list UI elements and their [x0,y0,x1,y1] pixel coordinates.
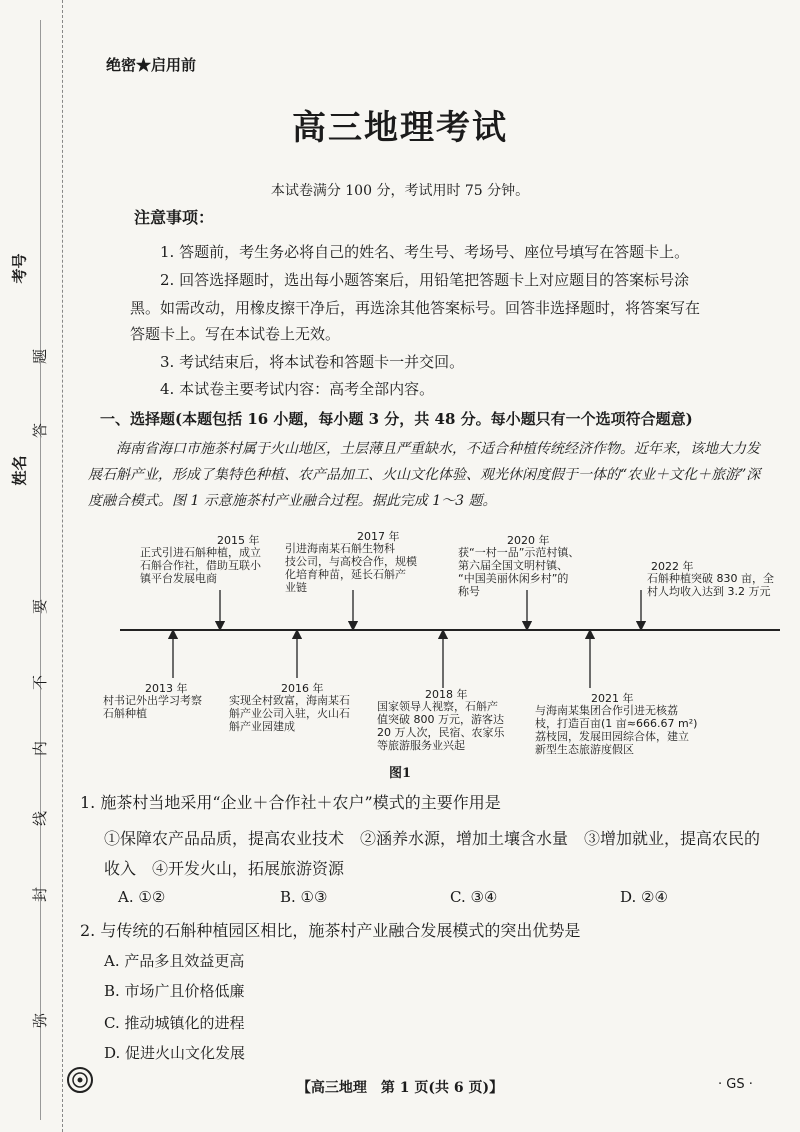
note-item: 4. 本试卷主要考试内容：高考全部内容。 [160,380,435,398]
event-year: 2017 年 [357,530,400,543]
event-text: 与海南某集团合作引进无核荔 枝，打造百亩(1 亩≈666.67 m²) 荔枝园，发展田园综合体，建立 新型生态旅游度假区 [535,704,698,756]
option-c[interactable]: C. 推动城镇化的进程 [104,1014,245,1032]
note-item: 1. 答题前，考生务必将自己的姓名、考生号、考场号、座位号填写在答题卡上。 [160,243,690,261]
seal-char: 弥 [31,1012,50,1029]
question-1-statements: ①保障农产品品质，提高农业技术 ②涵养水源，增加土壤含水量 ③增加就业，提高农民的 [104,829,761,848]
event-text: 获“一村一品”示范村镇、 第六届全国文明村镇、 “中国美丽休闲乡村”的 称号 [458,546,580,598]
section-heading: 一、选择题(本题包括 16 小题，每小题 3 分，共 48 分。每小题只有一个选项符合题意) [100,410,693,428]
seal-char: 不 [31,674,50,691]
option-a[interactable]: A. ①② [118,888,166,906]
event-text: 引进海南某石斛生物科 技公司，与高校合作，规模 化培育种苗，延长石斛产 业链 [285,542,417,594]
event-text: 实现全村致富，海南某石 斛产业公司入驻，火山石 斛产业园建成 [229,694,350,733]
option-d[interactable]: D. 促进火山文化发展 [104,1044,246,1062]
event-text: 村书记外出学习考察 石斛种植 [103,694,202,720]
seal-char: 线 [31,810,50,827]
seal-char: 要 [31,598,50,615]
binding-margin [0,0,63,1132]
event-text: 国家领导人视察，石斛产 值突破 800 万元，游客达 20 万人次，民宿、农家乐 等旅游服务业兴起 [377,700,505,752]
notes-heading: 注意事项： [134,208,215,227]
note-item: 答题卡上。写在本试卷上无效。 [130,325,341,343]
name-label: 姓名 [10,455,29,486]
option-b[interactable]: B. 市场广且价格低廉 [104,982,245,1000]
footer-code: · GS · [718,1077,753,1092]
question-2-stem: 2. 与传统的石斛种植园区相比，施茶村产业融合发展模式的突出优势是 [80,921,581,940]
event-year: 2021 年 [591,692,634,705]
event-text: 石斛种植突破 830 亩，全 村人均收入达到 3.2 万元 [647,572,774,598]
event-year: 2013 年 [145,682,188,695]
question-1-stem: 1. 施茶村当地采用“企业＋合作社＋农户”模式的主要作用是 [80,793,501,812]
exam-info: 本试卷满分 100 分，考试用时 75 分钟。 [270,183,530,199]
seal-char: 答 [31,422,50,439]
timeline-figure [95,528,785,760]
seal-char: 题 [31,348,50,365]
page-title: 高三地理考试 [292,108,508,148]
question-1-statements-cont: 收入 ④开发火山，拓展旅游资源 [104,859,345,878]
page-footer: 【高三地理 第 1 页(共 6 页)】 [296,1080,504,1096]
seal-char: 内 [31,740,50,757]
option-c[interactable]: C. ③④ [450,888,498,906]
figure-caption: 图1 [388,766,412,781]
passage-intro: 海南省海口市施茶村属于火山地区，土层薄且严重缺水，不适合种植传统经济作物。近年来，该地大力发展石斛产业，形成了集特色种植、农产品加工、火山文化体验、观光休闲度假于一体的“农业＋文化＋旅游”深度融合模式。图 1 示意施茶村产业融合过程。据此完成 1～3 题。 [88,441,761,509]
event-year: 2022 年 [651,560,694,573]
note-item: 黑。如需改动，用橡皮擦干净后，再选涂其他答案标号。回答非选择题时，将答案写在 [130,299,701,317]
event-year: 2015 年 [217,534,260,547]
option-b[interactable]: B. ①③ [280,888,328,906]
event-year: 2016 年 [281,682,324,695]
seal-char: 封 [31,886,50,903]
confidential-mark: 绝密★启用前 [106,56,197,74]
option-a[interactable]: A. 产品多且效益更高 [104,952,245,970]
exam-number-label: 考号 [10,253,29,284]
event-year: 2020 年 [507,534,550,547]
event-year: 2018 年 [425,688,468,701]
note-item: 2. 回答选择题时，选出每小题答案后，用铅笔把答题卡上对应题目的答案标号涂 [160,271,690,289]
note-item: 3. 考试结束后，将本试卷和答题卡一并交回。 [160,353,465,371]
event-text: 正式引进石斛种植，成立 石斛合作社，借助互联小 镇平台发展电商 [140,546,261,585]
option-d[interactable]: D. ②④ [620,888,668,906]
